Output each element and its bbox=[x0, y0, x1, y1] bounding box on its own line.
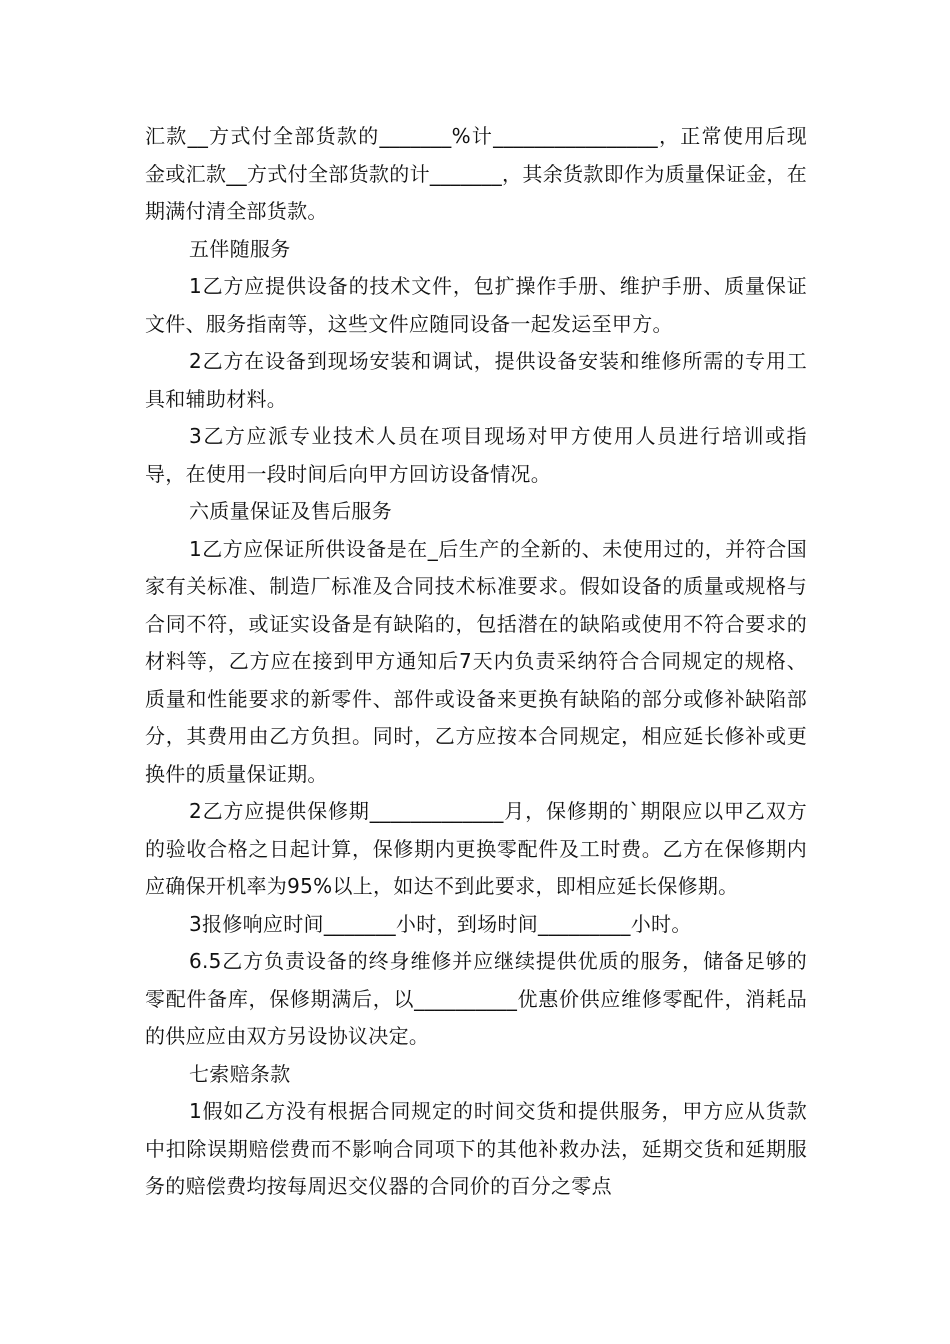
clause-training: 3乙方应派专业技术人员在项目现场对甲方使用人员进行培训或指导，在使用一段时间后向甲方回访设备情况。 bbox=[145, 424, 807, 486]
clause-warranty-period: 2乙方应提供保修期_____________月，保修期的`期限应以甲乙双方的验收合格之日起计算，保修期内更换零配件及工时费。乙方在保修期内应确保开机率为95%以上，如达不到此要求，即相应延长保修期。 bbox=[145, 799, 807, 898]
document-body bbox=[145, 118, 807, 1206]
clause-response-time: 3报修响应时间_______小时，到场时间_________小时。 bbox=[189, 911, 692, 936]
section-heading-quality-assurance: 六质量保证及售后服务 bbox=[189, 499, 392, 523]
clause-technical-documents: 1乙方应提供设备的技术文件，包扩操作手册、维护手册、质量保证文件、服务指南等，这些文件应随同设备一起发运至甲方。 bbox=[145, 274, 807, 336]
payment-terms-paragraph: 汇款__方式付全部货款的_______%计________________，正常使用后现金或汇款__方式付全部货款的计_______，其余货款即作为质量保证金，在期满付清全部货款。 bbox=[145, 124, 807, 223]
clause-new-equipment-guarantee: 1乙方应保证所供设备是在_后生产的全新的、未使用过的，并符合国家有关标准、制造厂标准及合同技术标准要求。假如设备的质量或规格与合同不符，或证实设备是有缺陷的，包括潜在的缺陷或使用不符合要求的材料等，乙方应在接到甲方通知后7天内负责采纳符合合同规定的规格、质量和性能要求的新零件、部件或设备来更换有缺陷的部分或修补缺陷部分，其费用由乙方负担。同时，乙方应按本合同规定，相应延长修补或更换件的质量保证期。 bbox=[145, 536, 807, 786]
section-heading-claims: 七索赔条款 bbox=[189, 1061, 291, 1086]
clause-late-delivery-compensation: 1假如乙方没有根据合同规定的时间交货和提供服务，甲方应从货款中扣除误期赔偿费而不影响合同项下的其他补救办法，延期交货和延期服务的赔偿费均按每周迟交仪器的合同价的百分之零点 bbox=[145, 1099, 807, 1198]
clause-installation-tools: 2乙方在设备到现场安装和调试，提供设备安装和维修所需的专用工具和辅助材料。 bbox=[145, 349, 807, 411]
section-heading-accompanying-services: 五伴随服务 bbox=[189, 236, 291, 261]
clause-lifetime-maintenance: 6.5乙方负责设备的终身维修并应继续提供优质的服务，储备足够的零配件备库，保修期满后，以__________优惠价供应维修零配件，消耗品的供应应由双方另设协议决定。 bbox=[145, 949, 807, 1048]
